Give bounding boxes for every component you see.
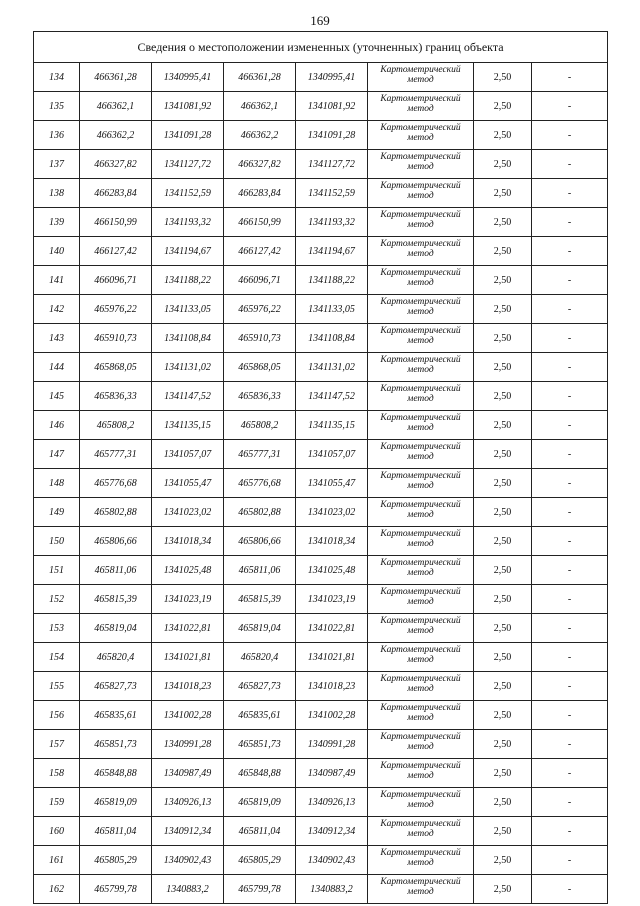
accuracy-cell: 2,50 [474, 266, 532, 295]
new-y-cell: 1340883,2 [296, 875, 368, 904]
accuracy-cell: 2,50 [474, 411, 532, 440]
table-row [34, 324, 608, 353]
accuracy-cell: 2,50 [474, 875, 532, 904]
point-number-cell: 159 [34, 788, 80, 817]
table-row [34, 585, 608, 614]
method-cell: Картометрический метод [368, 179, 474, 208]
new-y-cell: 1341055,47 [296, 469, 368, 498]
description-cell: - [532, 701, 608, 730]
method-cell: Картометрический метод [368, 730, 474, 759]
accuracy-cell: 2,50 [474, 208, 532, 237]
method-cell: Картометрический метод [368, 92, 474, 121]
existing-x-cell: 465819,04 [80, 614, 152, 643]
method-cell: Картометрический метод [368, 875, 474, 904]
existing-x-cell: 466096,71 [80, 266, 152, 295]
existing-x-cell: 465827,73 [80, 672, 152, 701]
method-cell: Картометрический метод [368, 701, 474, 730]
accuracy-cell: 2,50 [474, 121, 532, 150]
point-number-cell: 158 [34, 759, 80, 788]
table-row [34, 411, 608, 440]
accuracy-cell: 2,50 [474, 324, 532, 353]
new-y-cell: 1340991,28 [296, 730, 368, 759]
new-y-cell: 1341021,81 [296, 643, 368, 672]
point-number-cell: 140 [34, 237, 80, 266]
existing-x-cell: 466327,82 [80, 150, 152, 179]
existing-x-cell: 465805,29 [80, 846, 152, 875]
method-cell: Картометрический метод [368, 150, 474, 179]
point-number-cell: 145 [34, 382, 80, 411]
new-x-cell: 465819,09 [224, 788, 296, 817]
table-row [34, 121, 608, 150]
existing-y-cell: 1341025,48 [152, 556, 224, 585]
new-y-cell: 1341002,28 [296, 701, 368, 730]
existing-x-cell: 466127,42 [80, 237, 152, 266]
existing-y-cell: 1341022,81 [152, 614, 224, 643]
new-y-cell: 1341193,32 [296, 208, 368, 237]
description-cell: - [532, 324, 608, 353]
new-x-cell: 465802,88 [224, 498, 296, 527]
existing-x-cell: 465868,05 [80, 353, 152, 382]
existing-x-cell: 466361,28 [80, 63, 152, 92]
point-number-cell: 136 [34, 121, 80, 150]
new-y-cell: 1341152,59 [296, 179, 368, 208]
existing-x-cell: 465820,4 [80, 643, 152, 672]
description-cell: - [532, 266, 608, 295]
accuracy-cell: 2,50 [474, 556, 532, 585]
existing-x-cell: 465848,88 [80, 759, 152, 788]
existing-y-cell: 1341021,81 [152, 643, 224, 672]
table-row [34, 759, 608, 788]
table-title: Сведения о местоположении измененных (уточненных) границ объекта [34, 32, 608, 63]
table-title-row [34, 32, 608, 63]
accuracy-cell: 2,50 [474, 585, 532, 614]
existing-y-cell: 1341152,59 [152, 179, 224, 208]
method-cell: Картометрический метод [368, 643, 474, 672]
existing-y-cell: 1341018,34 [152, 527, 224, 556]
method-cell: Картометрический метод [368, 440, 474, 469]
existing-x-cell: 465811,04 [80, 817, 152, 846]
method-cell: Картометрический метод [368, 846, 474, 875]
accuracy-cell: 2,50 [474, 179, 532, 208]
point-number-cell: 146 [34, 411, 80, 440]
new-y-cell: 1341023,19 [296, 585, 368, 614]
existing-y-cell: 1340926,13 [152, 788, 224, 817]
point-number-cell: 151 [34, 556, 80, 585]
coordinates-table [33, 31, 608, 904]
new-x-cell: 465868,05 [224, 353, 296, 382]
point-number-cell: 139 [34, 208, 80, 237]
table-row [34, 440, 608, 469]
new-x-cell: 465835,61 [224, 701, 296, 730]
existing-x-cell: 465799,78 [80, 875, 152, 904]
description-cell: - [532, 469, 608, 498]
accuracy-cell: 2,50 [474, 150, 532, 179]
new-y-cell: 1341188,22 [296, 266, 368, 295]
new-x-cell: 465819,04 [224, 614, 296, 643]
existing-y-cell: 1340883,2 [152, 875, 224, 904]
new-x-cell: 465805,29 [224, 846, 296, 875]
description-cell: - [532, 295, 608, 324]
description-cell: - [532, 237, 608, 266]
point-number-cell: 161 [34, 846, 80, 875]
existing-y-cell: 1341023,02 [152, 498, 224, 527]
description-cell: - [532, 846, 608, 875]
table-row [34, 266, 608, 295]
new-y-cell: 1341018,34 [296, 527, 368, 556]
accuracy-cell: 2,50 [474, 817, 532, 846]
method-cell: Картометрический метод [368, 295, 474, 324]
new-x-cell: 465806,66 [224, 527, 296, 556]
table-row [34, 527, 608, 556]
accuracy-cell: 2,50 [474, 382, 532, 411]
description-cell: - [532, 63, 608, 92]
description-cell: - [532, 121, 608, 150]
table-row [34, 353, 608, 382]
accuracy-cell: 2,50 [474, 788, 532, 817]
existing-y-cell: 1341002,28 [152, 701, 224, 730]
table-row [34, 208, 608, 237]
page-number: 169 [310, 13, 330, 28]
new-x-cell: 465811,06 [224, 556, 296, 585]
point-number-cell: 135 [34, 92, 80, 121]
new-x-cell: 465848,88 [224, 759, 296, 788]
accuracy-cell: 2,50 [474, 846, 532, 875]
accuracy-cell: 2,50 [474, 498, 532, 527]
new-y-cell: 1341025,48 [296, 556, 368, 585]
description-cell: - [532, 208, 608, 237]
new-x-cell: 465811,04 [224, 817, 296, 846]
method-cell: Картометрический метод [368, 469, 474, 498]
method-cell: Картометрический метод [368, 556, 474, 585]
method-cell: Картометрический метод [368, 498, 474, 527]
existing-y-cell: 1340991,28 [152, 730, 224, 759]
existing-y-cell: 1341057,07 [152, 440, 224, 469]
point-number-cell: 148 [34, 469, 80, 498]
new-x-cell: 465777,31 [224, 440, 296, 469]
point-number-cell: 154 [34, 643, 80, 672]
accuracy-cell: 2,50 [474, 92, 532, 121]
point-number-cell: 149 [34, 498, 80, 527]
point-number-cell: 156 [34, 701, 80, 730]
new-x-cell: 466127,42 [224, 237, 296, 266]
table-row [34, 556, 608, 585]
method-cell: Картометрический метод [368, 527, 474, 556]
table-row [34, 295, 608, 324]
table-row [34, 846, 608, 875]
new-y-cell: 1341057,07 [296, 440, 368, 469]
table-row [34, 672, 608, 701]
accuracy-cell: 2,50 [474, 527, 532, 556]
existing-y-cell: 1341194,67 [152, 237, 224, 266]
existing-x-cell: 465815,39 [80, 585, 152, 614]
existing-y-cell: 1341108,84 [152, 324, 224, 353]
table-row [34, 875, 608, 904]
accuracy-cell: 2,50 [474, 643, 532, 672]
description-cell: - [532, 92, 608, 121]
existing-y-cell: 1341188,22 [152, 266, 224, 295]
point-number-cell: 153 [34, 614, 80, 643]
new-y-cell: 1340912,34 [296, 817, 368, 846]
table-row [34, 498, 608, 527]
existing-x-cell: 465777,31 [80, 440, 152, 469]
table-row [34, 730, 608, 759]
method-cell: Картометрический метод [368, 382, 474, 411]
description-cell: - [532, 556, 608, 585]
description-cell: - [532, 498, 608, 527]
new-x-cell: 465836,33 [224, 382, 296, 411]
new-x-cell: 465820,4 [224, 643, 296, 672]
accuracy-cell: 2,50 [474, 469, 532, 498]
accuracy-cell: 2,50 [474, 730, 532, 759]
point-number-cell: 155 [34, 672, 80, 701]
method-cell: Картометрический метод [368, 672, 474, 701]
existing-x-cell: 465806,66 [80, 527, 152, 556]
description-cell: - [532, 672, 608, 701]
new-x-cell: 465976,22 [224, 295, 296, 324]
method-cell: Картометрический метод [368, 614, 474, 643]
existing-y-cell: 1341147,52 [152, 382, 224, 411]
table-row [34, 643, 608, 672]
new-y-cell: 1341091,28 [296, 121, 368, 150]
method-cell: Картометрический метод [368, 324, 474, 353]
accuracy-cell: 2,50 [474, 701, 532, 730]
description-cell: - [532, 353, 608, 382]
table-row [34, 92, 608, 121]
existing-y-cell: 1341135,15 [152, 411, 224, 440]
description-cell: - [532, 875, 608, 904]
accuracy-cell: 2,50 [474, 237, 532, 266]
existing-x-cell: 465808,2 [80, 411, 152, 440]
method-cell: Картометрический метод [368, 585, 474, 614]
point-number-cell: 137 [34, 150, 80, 179]
existing-y-cell: 1341133,05 [152, 295, 224, 324]
new-y-cell: 1340987,49 [296, 759, 368, 788]
description-cell: - [532, 179, 608, 208]
method-cell: Картометрический метод [368, 759, 474, 788]
new-y-cell: 1341194,67 [296, 237, 368, 266]
method-cell: Картометрический метод [368, 208, 474, 237]
point-number-cell: 157 [34, 730, 80, 759]
method-cell: Картометрический метод [368, 266, 474, 295]
existing-x-cell: 465819,09 [80, 788, 152, 817]
point-number-cell: 134 [34, 63, 80, 92]
table-row [34, 701, 608, 730]
description-cell: - [532, 759, 608, 788]
table-row [34, 469, 608, 498]
new-x-cell: 466362,1 [224, 92, 296, 121]
new-y-cell: 1341135,15 [296, 411, 368, 440]
new-y-cell: 1341018,23 [296, 672, 368, 701]
method-cell: Картометрический метод [368, 121, 474, 150]
table-row [34, 237, 608, 266]
new-y-cell: 1340902,43 [296, 846, 368, 875]
method-cell: Картометрический метод [368, 788, 474, 817]
existing-x-cell: 466283,84 [80, 179, 152, 208]
description-cell: - [532, 382, 608, 411]
new-x-cell: 466327,82 [224, 150, 296, 179]
new-x-cell: 465851,73 [224, 730, 296, 759]
existing-x-cell: 465851,73 [80, 730, 152, 759]
point-number-cell: 152 [34, 585, 80, 614]
new-y-cell: 1340995,41 [296, 63, 368, 92]
new-x-cell: 465815,39 [224, 585, 296, 614]
description-cell: - [532, 730, 608, 759]
table-row [34, 63, 608, 92]
point-number-cell: 142 [34, 295, 80, 324]
table-row [34, 817, 608, 846]
accuracy-cell: 2,50 [474, 440, 532, 469]
accuracy-cell: 2,50 [474, 353, 532, 382]
existing-x-cell: 465802,88 [80, 498, 152, 527]
existing-y-cell: 1340902,43 [152, 846, 224, 875]
table-row [34, 382, 608, 411]
existing-x-cell: 466362,2 [80, 121, 152, 150]
existing-y-cell: 1341023,19 [152, 585, 224, 614]
description-cell: - [532, 411, 608, 440]
existing-y-cell: 1340987,49 [152, 759, 224, 788]
point-number-cell: 144 [34, 353, 80, 382]
method-cell: Картометрический метод [368, 353, 474, 382]
description-cell: - [532, 527, 608, 556]
accuracy-cell: 2,50 [474, 672, 532, 701]
existing-x-cell: 465811,06 [80, 556, 152, 585]
new-y-cell: 1341147,52 [296, 382, 368, 411]
point-number-cell: 138 [34, 179, 80, 208]
new-y-cell: 1341133,05 [296, 295, 368, 324]
table-row [34, 150, 608, 179]
point-number-cell: 141 [34, 266, 80, 295]
existing-x-cell: 466150,99 [80, 208, 152, 237]
table-row [34, 614, 608, 643]
existing-x-cell: 465910,73 [80, 324, 152, 353]
new-y-cell: 1340926,13 [296, 788, 368, 817]
new-x-cell: 465827,73 [224, 672, 296, 701]
table-row [34, 179, 608, 208]
description-cell: - [532, 817, 608, 846]
existing-y-cell: 1341127,72 [152, 150, 224, 179]
method-cell: Картометрический метод [368, 237, 474, 266]
description-cell: - [532, 614, 608, 643]
accuracy-cell: 2,50 [474, 759, 532, 788]
new-x-cell: 465799,78 [224, 875, 296, 904]
accuracy-cell: 2,50 [474, 295, 532, 324]
method-cell: Картометрический метод [368, 411, 474, 440]
new-x-cell: 466096,71 [224, 266, 296, 295]
point-number-cell: 150 [34, 527, 80, 556]
point-number-cell: 143 [34, 324, 80, 353]
method-cell: Картометрический метод [368, 63, 474, 92]
description-cell: - [532, 585, 608, 614]
existing-y-cell: 1341081,92 [152, 92, 224, 121]
new-x-cell: 466361,28 [224, 63, 296, 92]
new-x-cell: 465776,68 [224, 469, 296, 498]
existing-y-cell: 1340995,41 [152, 63, 224, 92]
table-row [34, 788, 608, 817]
description-cell: - [532, 150, 608, 179]
new-y-cell: 1341131,02 [296, 353, 368, 382]
new-x-cell: 466150,99 [224, 208, 296, 237]
accuracy-cell: 2,50 [474, 614, 532, 643]
existing-x-cell: 465835,61 [80, 701, 152, 730]
new-y-cell: 1341127,72 [296, 150, 368, 179]
description-cell: - [532, 788, 608, 817]
new-x-cell: 465910,73 [224, 324, 296, 353]
new-y-cell: 1341022,81 [296, 614, 368, 643]
point-number-cell: 160 [34, 817, 80, 846]
description-cell: - [532, 440, 608, 469]
existing-y-cell: 1341055,47 [152, 469, 224, 498]
point-number-cell: 147 [34, 440, 80, 469]
existing-x-cell: 465836,33 [80, 382, 152, 411]
existing-x-cell: 465976,22 [80, 295, 152, 324]
existing-y-cell: 1341091,28 [152, 121, 224, 150]
accuracy-cell: 2,50 [474, 63, 532, 92]
existing-x-cell: 465776,68 [80, 469, 152, 498]
new-x-cell: 466362,2 [224, 121, 296, 150]
new-y-cell: 1341081,92 [296, 92, 368, 121]
new-y-cell: 1341023,02 [296, 498, 368, 527]
existing-y-cell: 1341131,02 [152, 353, 224, 382]
description-cell: - [532, 643, 608, 672]
method-cell: Картометрический метод [368, 817, 474, 846]
existing-y-cell: 1341018,23 [152, 672, 224, 701]
new-x-cell: 466283,84 [224, 179, 296, 208]
new-y-cell: 1341108,84 [296, 324, 368, 353]
new-x-cell: 465808,2 [224, 411, 296, 440]
existing-y-cell: 1340912,34 [152, 817, 224, 846]
point-number-cell: 162 [34, 875, 80, 904]
existing-y-cell: 1341193,32 [152, 208, 224, 237]
existing-x-cell: 466362,1 [80, 92, 152, 121]
